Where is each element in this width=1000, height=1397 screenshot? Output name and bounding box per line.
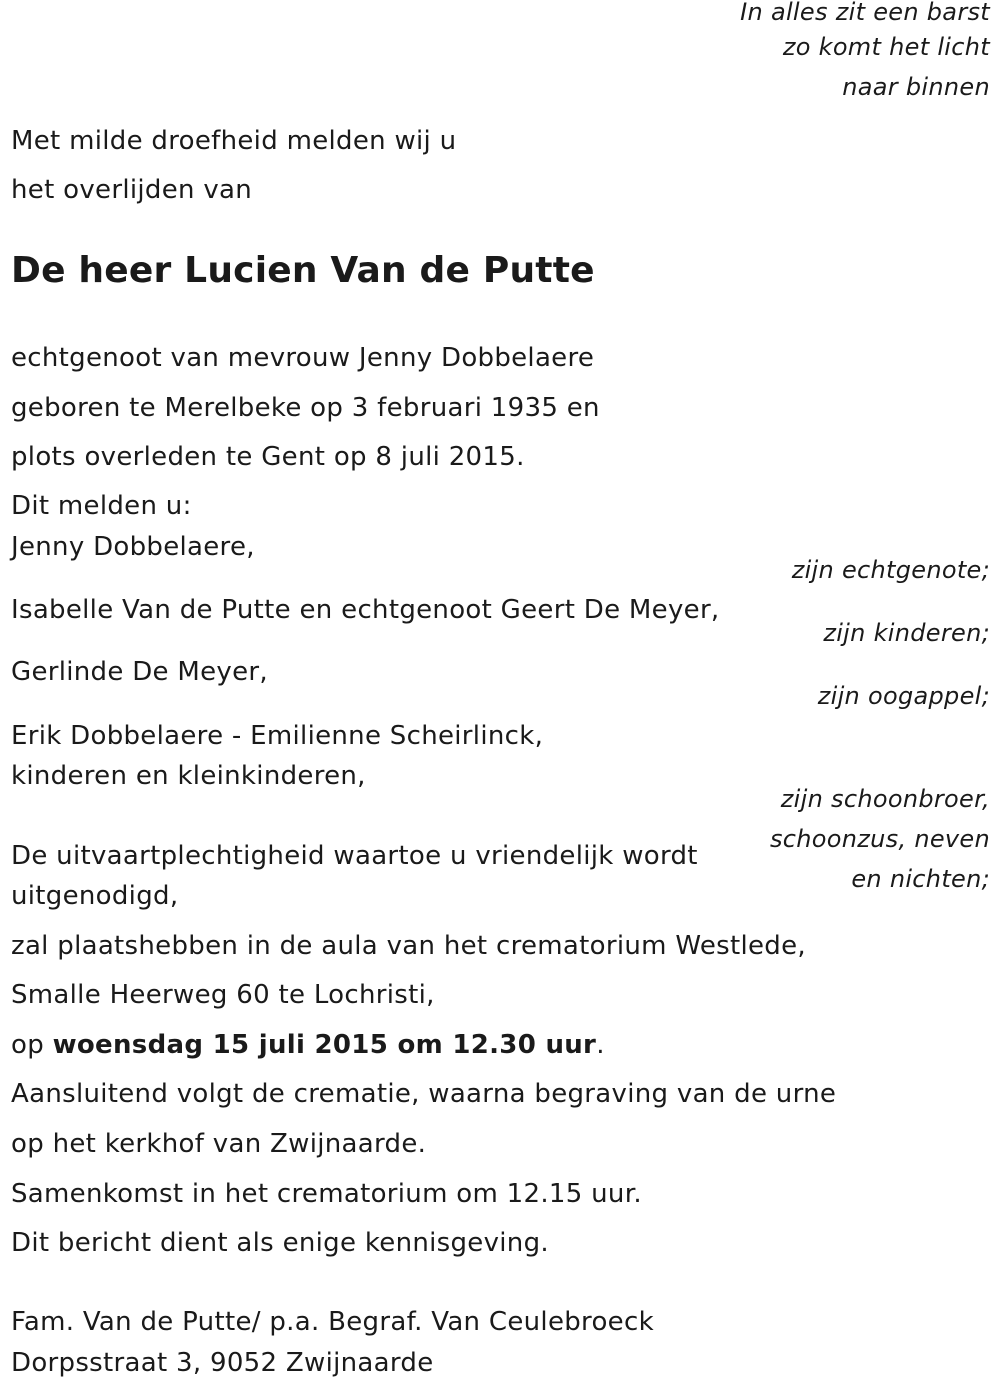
mourner-relation-3: zijn oogappel;: [817, 682, 990, 710]
deceased-name: De heer Lucien Van de Putte: [11, 250, 595, 291]
motto-line-1: In alles zit een barst: [740, 0, 990, 26]
ceremony-line-6: Aansluitend volgt de crematie, waarna begraving van de urne: [11, 1079, 837, 1109]
ceremony-date: woensdag 15 juli 2015 om 12.30 uur: [52, 1030, 597, 1060]
mourner-relation-4c: en nichten;: [851, 865, 990, 893]
ceremony-date-prefix: op: [11, 1030, 53, 1060]
mourner-names-4: Erik Dobbelaere - Emilienne Scheirlinck,: [11, 721, 544, 751]
ceremony-line-4: Smalle Heerweg 60 te Lochristi,: [11, 980, 435, 1010]
born-line: geboren te Merelbeke op 3 februari 1935 en: [11, 393, 600, 423]
spouse-line: echtgenoot van mevrouw Jenny Dobbelaere: [11, 343, 595, 373]
died-line: plots overleden te Gent op 8 juli 2015.: [11, 442, 525, 472]
ceremony-line-2: uitgenodigd,: [11, 881, 179, 911]
ceremony-line-8: Samenkomst in het crematorium om 12.15 uur.: [11, 1179, 642, 1209]
mourner-relation-1: zijn echtgenote;: [791, 556, 990, 584]
mourners-heading: Dit melden u:: [11, 491, 192, 521]
contact-line-2: Dorpsstraat 3, 9052 Zwijnaarde: [11, 1348, 434, 1378]
mourner-relation-4: zijn schoonbroer,: [780, 785, 990, 813]
intro-line-1: Met milde droefheid melden wij u: [11, 126, 457, 156]
intro-line-2: het overlijden van: [11, 175, 253, 205]
mourner-relation-2: zijn kinderen;: [823, 619, 990, 647]
contact-line-1: Fam. Van de Putte/ p.a. Begraf. Van Ceulebroeck: [11, 1307, 654, 1337]
ceremony-line-9: Dit bericht dient als enige kennisgeving.: [11, 1228, 549, 1258]
motto-line-3: naar binnen: [842, 73, 990, 101]
mourner-names-4b: kinderen en kleinkinderen,: [11, 761, 366, 791]
ceremony-line-1: De uitvaartplechtigheid waartoe u vriendelijk wordt: [11, 841, 698, 871]
ceremony-line-3: zal plaatshebben in de aula van het crematorium Westlede,: [11, 931, 806, 961]
mourner-names-2: Isabelle Van de Putte en echtgenoot Geert De Meyer,: [11, 595, 720, 625]
motto-line-2: zo komt het licht: [782, 33, 990, 61]
ceremony-date-line: [11, 1032, 605, 1058]
ceremony-line-7: op het kerkhof van Zwijnaarde.: [11, 1129, 427, 1159]
ceremony-date-suffix: .: [596, 1030, 605, 1060]
mourner-names-3: Gerlinde De Meyer,: [11, 657, 268, 687]
mourner-names-1: Jenny Dobbelaere,: [11, 532, 255, 562]
mourner-relation-4b: schoonzus, neven: [769, 825, 990, 853]
